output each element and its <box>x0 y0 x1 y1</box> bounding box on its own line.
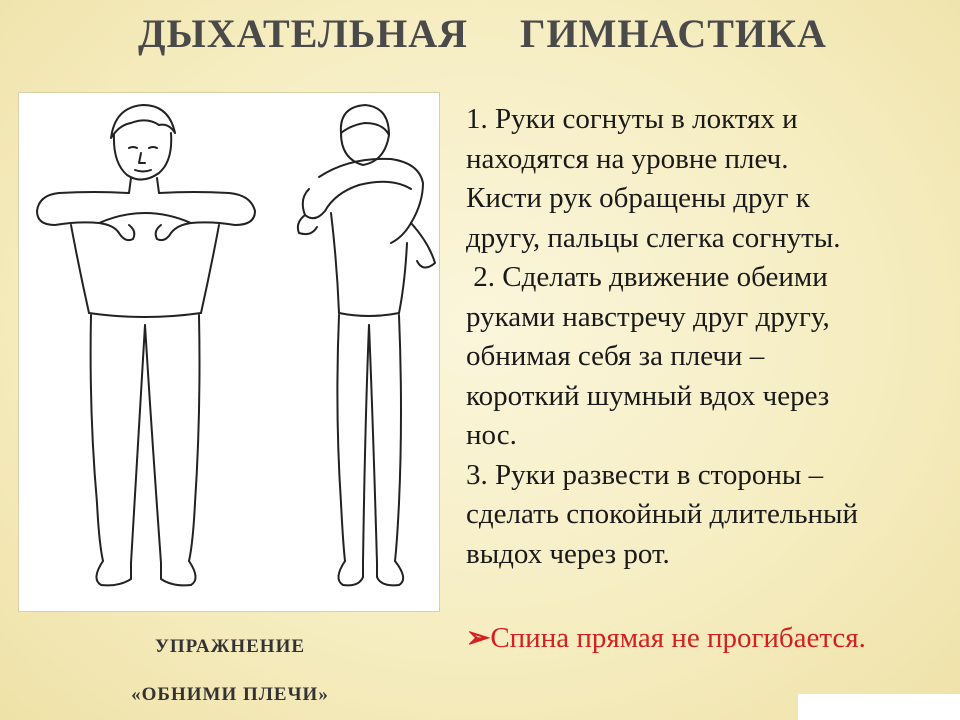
instruction-line: сделать спокойный длительный <box>466 498 859 530</box>
exercise-caption-name: «ОБНИМИ ПЛЕЧИ» <box>131 684 329 705</box>
title-word-1: ДЫХАТЕЛЬНАЯ <box>138 11 469 56</box>
instruction-line: выдох через рот. <box>466 537 670 570</box>
instruction-line: 2. Сделать движение обеими <box>466 261 828 293</box>
instruction-line: короткий шумный вдох через <box>466 379 830 412</box>
instruction-line: руками навстречу друг другу, <box>466 300 830 333</box>
figure-front-view <box>37 105 255 585</box>
arrow-bullet-icon: ➢ <box>466 622 491 654</box>
instruction-line: нос. <box>466 419 517 451</box>
warning-note <box>466 620 866 655</box>
exercise-illustration <box>18 92 440 612</box>
warning-text: Спина прямая не прогибается. <box>490 622 866 654</box>
instructions-text <box>466 100 956 574</box>
corner-patch <box>798 694 960 720</box>
instruction-line: находятся на уровне плеч. <box>466 142 789 175</box>
figure-back-view <box>298 105 435 585</box>
instruction-line: 1. Руки согнуты в локтях и <box>466 103 798 135</box>
instruction-line: Кисти рук обращены друг к <box>466 182 810 214</box>
instruction-line: 3. Руки развести в стороны – <box>466 458 824 491</box>
page-title <box>0 6 960 56</box>
exercise-caption-label: УПРАЖНЕНИЕ <box>154 636 306 657</box>
title-word-2: ГИМНАСТИКА <box>520 11 827 56</box>
instruction-line: другу, пальцы слегка согнуты. <box>466 221 841 254</box>
instruction-line: обнимая себя за плечи – <box>466 340 765 372</box>
